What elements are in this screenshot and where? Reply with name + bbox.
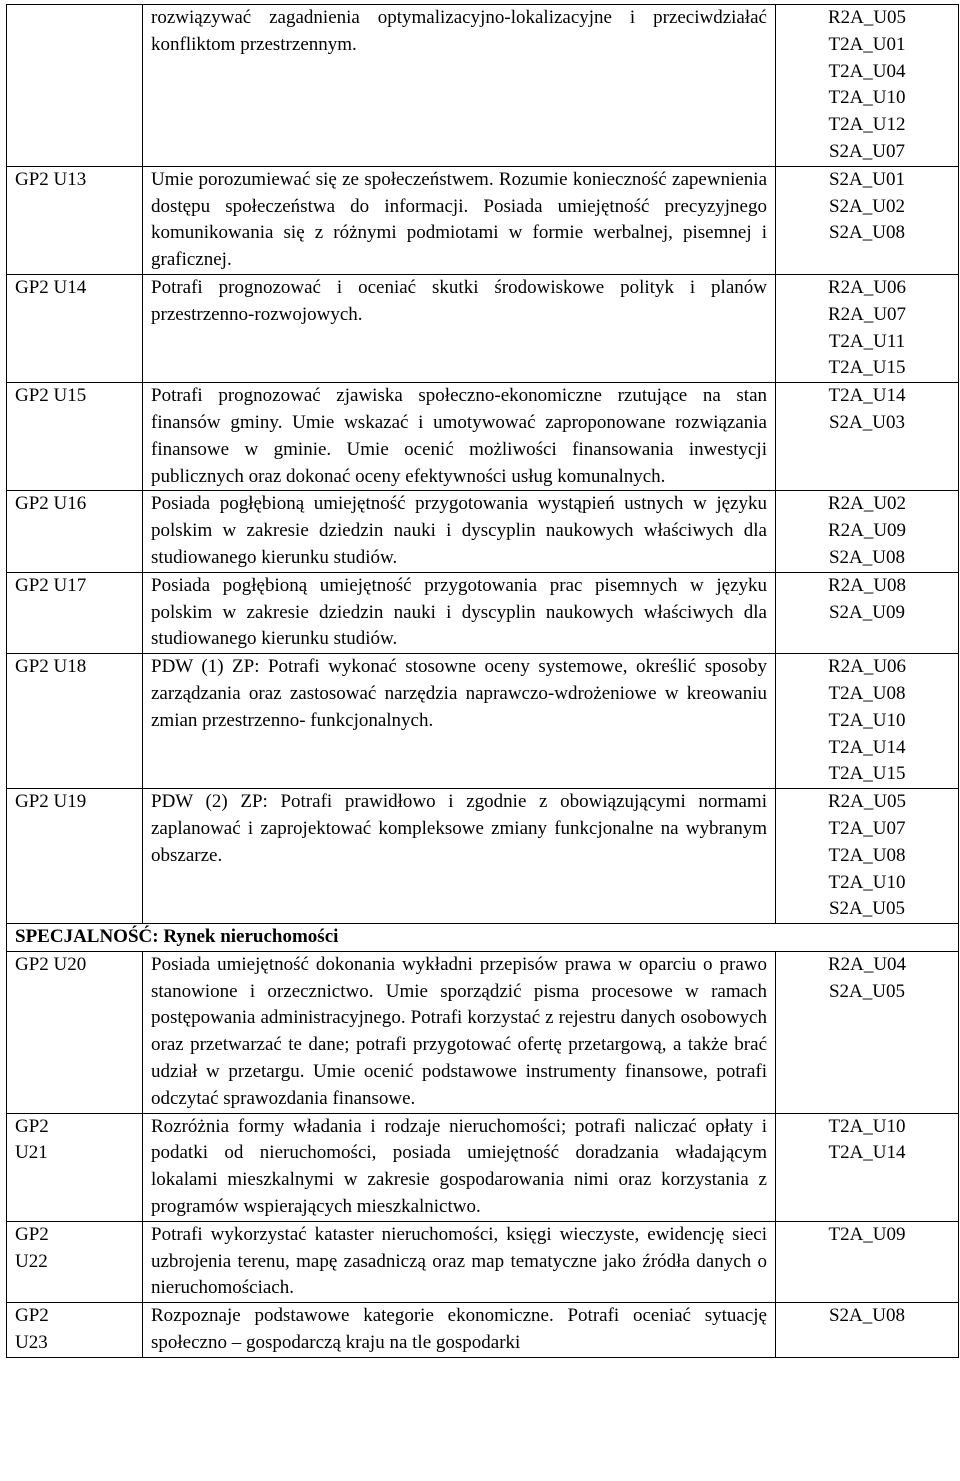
outcome-code: GP2 U20 [7, 951, 143, 1113]
outcome-description: PDW (1) ZP: Potrafi wykonać stosowne oceny systemowe, określić sposoby zarządzania oraz zastosować narzędzia naprawczo-wdrożeniowe w kreowaniu zmian przestrzenno- funkcjonalnych. [143, 654, 776, 789]
reference-code: S2A_U08 [828, 222, 905, 244]
outcome-references [776, 274, 959, 382]
reference-code: S2A_U05 [828, 980, 905, 1002]
reference-code: T2A_U10 [828, 871, 906, 893]
outcome-description: Rozpoznaje podstawowe kategorie ekonomiczne. Potrafi oceniać sytuację społeczno – gospodarczą kraju na tle gospodarki [143, 1303, 776, 1358]
reference-code: T2A_U14 [828, 1142, 906, 1164]
outcome-description: Potrafi wykorzystać kataster nieruchomości, księgi wieczyste, ewidencję sieci uzbrojenia terenu, mapę zasadniczą oraz map tematyczne jako źródła danych o nieruchomościach. [143, 1221, 776, 1302]
reference-code: R2A_U05 [827, 7, 907, 28]
outcome-description: Posiada pogłębioną umiejętność przygotowania wystąpień ustnych w języku polskim w zakresie dziedzin nauki i dyscyplin naukowych właściwych dla studiowanego kierunku studiów. [143, 491, 776, 572]
outcome-references [776, 1221, 959, 1302]
learning-outcomes-table [6, 4, 959, 1358]
specialization-row [7, 924, 959, 952]
reference-code: T2A_U07 [828, 817, 906, 839]
outcome-code: GP2 U13 [7, 166, 143, 274]
reference-code: R2A_U04 [827, 953, 907, 975]
reference-code: T2A_U10 [828, 87, 906, 109]
outcome-description: Umie porozumiewać się ze społeczeństwem. Rozumie konieczność zapewnienia dostępu społeczeństwa do informacji. Posiada umiejętność precyzyjnego komunikowania się z różnymi podmiotami w formie werbalnej, pisemnej i graficznej. [143, 166, 776, 274]
outcome-code: GP2 U22 [7, 1221, 143, 1302]
outcome-description: Rozróżnia formy władania i rodzaje nieruchomości; potrafi naliczać opłaty i podatki od nieruchomości, posiada umiejętność doradzania władającym lokalami mieszkalnymi w zakresie gospodarowania nimi oraz korzystania z programów wspierających mieszkalnictwo. [143, 1113, 776, 1221]
reference-code: S2A_U08 [828, 546, 905, 568]
reference-code: T2A_U15 [828, 357, 906, 379]
reference-code: T2A_U11 [828, 330, 906, 352]
reference-code: T2A_U01 [828, 33, 906, 55]
reference-code: S2A_U07 [828, 140, 905, 162]
outcome-row [7, 572, 959, 653]
reference-code: T2A_U08 [828, 844, 906, 866]
reference-code: T2A_U09 [828, 1223, 906, 1245]
outcome-references [776, 572, 959, 653]
reference-code: T2A_U04 [828, 60, 906, 82]
reference-code: S2A_U02 [828, 195, 905, 217]
outcome-references [776, 491, 959, 572]
reference-code: T2A_U10 [828, 709, 906, 731]
reference-code: S2A_U05 [828, 898, 905, 920]
outcome-row [7, 274, 959, 382]
outcome-code: GP2 U16 [7, 491, 143, 572]
outcome-references [776, 951, 959, 1113]
outcome-row [7, 951, 959, 1113]
outcome-code: GP2 U18 [7, 654, 143, 789]
outcome-row [7, 1113, 959, 1221]
outcome-description: Posiada umiejętność dokonania wykładni przepisów prawa w oparciu o prawo stanowione i orzecznictwo. Umie sporządzić pisma procesowe w ramach postępowania administracyjnego. Potrafi korzystać z rejestru danych osobowych oraz przetwarzać te dane; potrafi przygotować ofertę przetargową, a także brać udział w przetargu. Umie ocenić podstawowe instrumenty finansowe, potrafi odczytać sprawozdania finansowe. [143, 951, 776, 1113]
outcome-row [7, 383, 959, 491]
outcome-description: Posiada pogłębioną umiejętność przygotowania prac pisemnych w języku polskim w zakresie dziedzin nauki i dyscyplin naukowych właściwych dla studiowanego kierunku studiów. [143, 572, 776, 653]
outcome-references [776, 1303, 959, 1358]
reference-code: S2A_U08 [828, 1305, 905, 1327]
reference-code: R2A_U02 [827, 493, 907, 515]
reference-code: R2A_U09 [827, 520, 907, 542]
outcome-row [7, 166, 959, 274]
outcome-code: GP2 U23 [7, 1303, 143, 1358]
outcome-references [776, 1113, 959, 1221]
learning-outcomes-body [7, 5, 959, 1358]
reference-code: S2A_U03 [828, 411, 905, 433]
outcome-row [7, 491, 959, 572]
reference-code: R2A_U06 [827, 276, 907, 298]
outcome-references [776, 789, 959, 924]
outcome-description: Potrafi prognozować zjawiska społeczno-ekonomiczne rzutujące na stan finansów gminy. Umie wskazać i umotywować zaproponowane rozwiązania finansowe w gminie. Umie ocenić możliwości finansowania inwestycji publicznych oraz dokonać oceny efektywności usług komunalnych. [143, 383, 776, 491]
outcome-row [7, 1303, 959, 1358]
reference-code: T2A_U14 [828, 736, 906, 758]
reference-code: R2A_U08 [827, 574, 907, 596]
reference-code: T2A_U12 [828, 114, 906, 136]
outcome-code: GP2 U19 [7, 789, 143, 924]
outcome-description: rozwiązywać zagadnienia optymalizacyjno-lokalizacyjne i przeciwdziałać konfliktom przestrzennym. [143, 5, 776, 167]
outcome-description: PDW (2) ZP: Potrafi prawidłowo i zgodnie z obowiązującymi normami zaplanować i zaprojektować kompleksowe zmiany funkcjonalne na wybranym obszarze. [143, 789, 776, 924]
reference-code: T2A_U08 [828, 682, 906, 704]
reference-code: S2A_U01 [828, 168, 905, 190]
outcome-row [7, 1221, 959, 1302]
reference-code: R2A_U06 [827, 656, 907, 678]
outcome-code: GP2 U15 [7, 383, 143, 491]
outcome-references [776, 383, 959, 491]
reference-code: R2A_U07 [827, 303, 907, 325]
outcome-code: GP2 U17 [7, 572, 143, 653]
outcome-description: Potrafi prognozować i oceniać skutki środowiskowe polityk i planów przestrzenno-rozwojowych. [143, 274, 776, 382]
outcome-references [776, 654, 959, 789]
outcome-row [7, 789, 959, 924]
specialization-heading: SPECJALNOŚĆ: Rynek nieruchomości [7, 924, 959, 952]
outcome-row [7, 5, 959, 167]
outcome-row [7, 654, 959, 789]
outcome-code: GP2 U21 [7, 1113, 143, 1221]
reference-code: T2A_U15 [828, 763, 906, 785]
reference-code: T2A_U14 [828, 385, 906, 407]
outcome-code [7, 5, 143, 167]
reference-code: S2A_U09 [828, 601, 905, 623]
outcome-references [776, 166, 959, 274]
outcome-references [776, 5, 959, 167]
outcome-code: GP2 U14 [7, 274, 143, 382]
reference-code: R2A_U05 [827, 791, 907, 813]
reference-code: T2A_U10 [828, 1115, 906, 1137]
